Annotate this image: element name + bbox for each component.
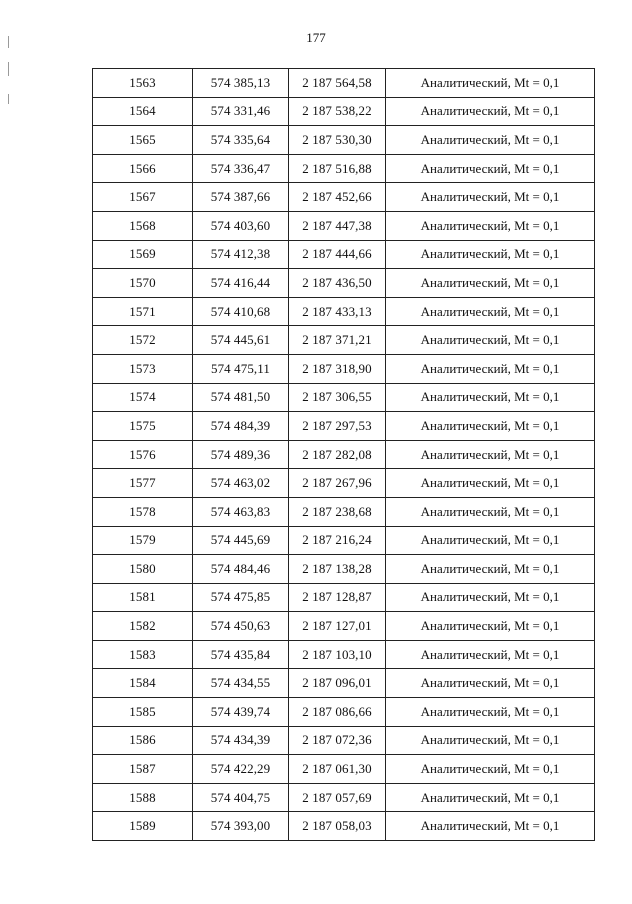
point-number-cell: 1578 — [93, 497, 193, 526]
table-row — [93, 154, 595, 183]
table-row — [93, 69, 595, 98]
x-coordinate-cell: 574 387,66 — [193, 183, 289, 212]
x-coordinate-cell: 574 484,39 — [193, 412, 289, 441]
method-cell: Аналитический, Mt = 0,1 — [386, 297, 595, 326]
table-row — [93, 383, 595, 412]
table-row — [93, 783, 595, 812]
point-number-cell: 1583 — [93, 640, 193, 669]
point-number-cell: 1569 — [93, 240, 193, 269]
table-row — [93, 698, 595, 727]
point-number-cell: 1577 — [93, 469, 193, 498]
x-coordinate-cell: 574 434,55 — [193, 669, 289, 698]
method-cell: Аналитический, Mt = 0,1 — [386, 812, 595, 841]
point-number-cell: 1565 — [93, 126, 193, 155]
table-row — [93, 211, 595, 240]
table-row — [93, 183, 595, 212]
scan-artifact-line — [8, 62, 9, 76]
method-cell: Аналитический, Mt = 0,1 — [386, 640, 595, 669]
method-cell: Аналитический, Mt = 0,1 — [386, 69, 595, 98]
y-coordinate-cell: 2 187 436,50 — [289, 269, 386, 298]
y-coordinate-cell: 2 187 216,24 — [289, 526, 386, 555]
y-coordinate-cell: 2 187 127,01 — [289, 612, 386, 641]
table-row — [93, 497, 595, 526]
x-coordinate-cell: 574 439,74 — [193, 698, 289, 727]
method-cell: Аналитический, Mt = 0,1 — [386, 154, 595, 183]
x-coordinate-cell: 574 422,29 — [193, 755, 289, 784]
method-cell: Аналитический, Mt = 0,1 — [386, 497, 595, 526]
x-coordinate-cell: 574 336,47 — [193, 154, 289, 183]
table-row — [93, 669, 595, 698]
y-coordinate-cell: 2 187 057,69 — [289, 783, 386, 812]
point-number-cell: 1586 — [93, 726, 193, 755]
point-number-cell: 1589 — [93, 812, 193, 841]
x-coordinate-cell: 574 385,13 — [193, 69, 289, 98]
coordinates-table-container — [92, 68, 595, 841]
y-coordinate-cell: 2 187 452,66 — [289, 183, 386, 212]
point-number-cell: 1574 — [93, 383, 193, 412]
point-number-cell: 1576 — [93, 440, 193, 469]
y-coordinate-cell: 2 187 096,01 — [289, 669, 386, 698]
y-coordinate-cell: 2 187 072,36 — [289, 726, 386, 755]
y-coordinate-cell: 2 187 138,28 — [289, 555, 386, 584]
y-coordinate-cell: 2 187 297,53 — [289, 412, 386, 441]
x-coordinate-cell: 574 445,61 — [193, 326, 289, 355]
point-number-cell: 1588 — [93, 783, 193, 812]
y-coordinate-cell: 2 187 538,22 — [289, 97, 386, 126]
y-coordinate-cell: 2 187 238,68 — [289, 497, 386, 526]
y-coordinate-cell: 2 187 282,08 — [289, 440, 386, 469]
point-number-cell: 1575 — [93, 412, 193, 441]
method-cell: Аналитический, Mt = 0,1 — [386, 97, 595, 126]
point-number-cell: 1580 — [93, 555, 193, 584]
method-cell: Аналитический, Mt = 0,1 — [386, 412, 595, 441]
table-row — [93, 812, 595, 841]
x-coordinate-cell: 574 410,68 — [193, 297, 289, 326]
table-row — [93, 555, 595, 584]
method-cell: Аналитический, Mt = 0,1 — [386, 440, 595, 469]
x-coordinate-cell: 574 335,64 — [193, 126, 289, 155]
table-row — [93, 354, 595, 383]
point-number-cell: 1582 — [93, 612, 193, 641]
scan-artifact-line — [8, 36, 9, 48]
method-cell: Аналитический, Mt = 0,1 — [386, 698, 595, 727]
table-row — [93, 412, 595, 441]
point-number-cell: 1563 — [93, 69, 193, 98]
y-coordinate-cell: 2 187 103,10 — [289, 640, 386, 669]
table-row — [93, 97, 595, 126]
point-number-cell: 1585 — [93, 698, 193, 727]
x-coordinate-cell: 574 475,85 — [193, 583, 289, 612]
y-coordinate-cell: 2 187 516,88 — [289, 154, 386, 183]
method-cell: Аналитический, Mt = 0,1 — [386, 583, 595, 612]
point-number-cell: 1571 — [93, 297, 193, 326]
x-coordinate-cell: 574 393,00 — [193, 812, 289, 841]
x-coordinate-cell: 574 463,83 — [193, 497, 289, 526]
x-coordinate-cell: 574 484,46 — [193, 555, 289, 584]
x-coordinate-cell: 574 445,69 — [193, 526, 289, 555]
y-coordinate-cell: 2 187 530,30 — [289, 126, 386, 155]
table-row — [93, 269, 595, 298]
method-cell: Аналитический, Mt = 0,1 — [386, 326, 595, 355]
x-coordinate-cell: 574 412,38 — [193, 240, 289, 269]
method-cell: Аналитический, Mt = 0,1 — [386, 126, 595, 155]
y-coordinate-cell: 2 187 444,66 — [289, 240, 386, 269]
y-coordinate-cell: 2 187 564,58 — [289, 69, 386, 98]
method-cell: Аналитический, Mt = 0,1 — [386, 183, 595, 212]
table-row — [93, 126, 595, 155]
point-number-cell: 1568 — [93, 211, 193, 240]
x-coordinate-cell: 574 450,63 — [193, 612, 289, 641]
method-cell: Аналитический, Mt = 0,1 — [386, 211, 595, 240]
table-row — [93, 583, 595, 612]
method-cell: Аналитический, Mt = 0,1 — [386, 526, 595, 555]
table-row — [93, 755, 595, 784]
point-number-cell: 1566 — [93, 154, 193, 183]
method-cell: Аналитический, Mt = 0,1 — [386, 555, 595, 584]
y-coordinate-cell: 2 187 128,87 — [289, 583, 386, 612]
table-row — [93, 526, 595, 555]
point-number-cell: 1587 — [93, 755, 193, 784]
table-row — [93, 726, 595, 755]
y-coordinate-cell: 2 187 318,90 — [289, 354, 386, 383]
y-coordinate-cell: 2 187 058,03 — [289, 812, 386, 841]
y-coordinate-cell: 2 187 061,30 — [289, 755, 386, 784]
point-number-cell: 1579 — [93, 526, 193, 555]
point-number-cell: 1584 — [93, 669, 193, 698]
method-cell: Аналитический, Mt = 0,1 — [386, 726, 595, 755]
x-coordinate-cell: 574 475,11 — [193, 354, 289, 383]
y-coordinate-cell: 2 187 433,13 — [289, 297, 386, 326]
table-row — [93, 469, 595, 498]
method-cell: Аналитический, Mt = 0,1 — [386, 469, 595, 498]
y-coordinate-cell: 2 187 306,55 — [289, 383, 386, 412]
table-row — [93, 326, 595, 355]
page-number: 177 — [306, 30, 326, 45]
table-row — [93, 640, 595, 669]
table-body — [93, 69, 595, 841]
y-coordinate-cell: 2 187 267,96 — [289, 469, 386, 498]
point-number-cell: 1567 — [93, 183, 193, 212]
x-coordinate-cell: 574 435,84 — [193, 640, 289, 669]
x-coordinate-cell: 574 404,75 — [193, 783, 289, 812]
method-cell: Аналитический, Mt = 0,1 — [386, 269, 595, 298]
table-row — [93, 240, 595, 269]
method-cell: Аналитический, Mt = 0,1 — [386, 383, 595, 412]
method-cell: Аналитический, Mt = 0,1 — [386, 755, 595, 784]
x-coordinate-cell: 574 434,39 — [193, 726, 289, 755]
method-cell: Аналитический, Mt = 0,1 — [386, 240, 595, 269]
x-coordinate-cell: 574 481,50 — [193, 383, 289, 412]
x-coordinate-cell: 574 416,44 — [193, 269, 289, 298]
y-coordinate-cell: 2 187 447,38 — [289, 211, 386, 240]
y-coordinate-cell: 2 187 086,66 — [289, 698, 386, 727]
x-coordinate-cell: 574 463,02 — [193, 469, 289, 498]
scan-artifact-line — [8, 94, 9, 104]
method-cell: Аналитический, Mt = 0,1 — [386, 669, 595, 698]
table-row — [93, 297, 595, 326]
x-coordinate-cell: 574 403,60 — [193, 211, 289, 240]
table-row — [93, 440, 595, 469]
point-number-cell: 1570 — [93, 269, 193, 298]
point-number-cell: 1572 — [93, 326, 193, 355]
method-cell: Аналитический, Mt = 0,1 — [386, 783, 595, 812]
method-cell: Аналитический, Mt = 0,1 — [386, 612, 595, 641]
method-cell: Аналитический, Mt = 0,1 — [386, 354, 595, 383]
point-number-cell: 1581 — [93, 583, 193, 612]
x-coordinate-cell: 574 331,46 — [193, 97, 289, 126]
point-number-cell: 1564 — [93, 97, 193, 126]
table-row — [93, 612, 595, 641]
y-coordinate-cell: 2 187 371,21 — [289, 326, 386, 355]
point-number-cell: 1573 — [93, 354, 193, 383]
x-coordinate-cell: 574 489,36 — [193, 440, 289, 469]
coordinates-table — [92, 68, 595, 841]
